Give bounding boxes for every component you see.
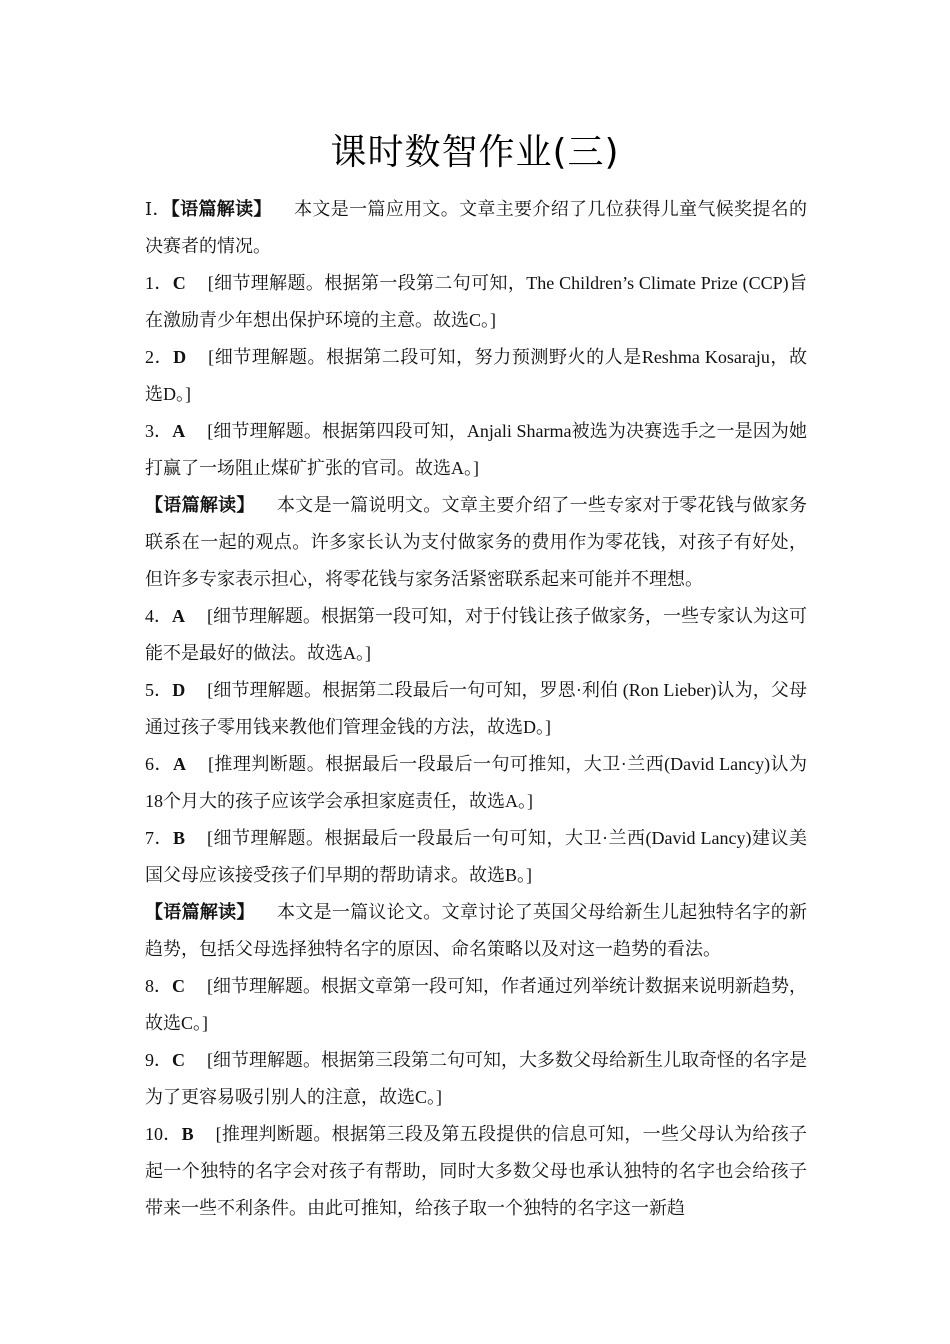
answer-letter: A (172, 754, 186, 774)
explanation: [细节理解题。根据第一段可知，对于付钱让孩子做家务，一些专家认为这可能不是最好的做法。故选A。] (145, 606, 807, 663)
intro-text: 本文是一篇说明文。文章主要介绍了一些专家对于零花钱与做家务联系在一起的观点。许多家长认为支付做家务的费用作为零花钱，对孩子有好处，但许多专家表示担心，将零花钱与家务活紧密联系起来可能并不理想。 (145, 495, 808, 589)
question-number: 4． (145, 606, 172, 626)
explanation: [细节理解题。根据最后一段最后一句可知，大卫·兰西(David Lancy)建议美国父母应该接受孩子们早期的帮助请求。故选B。] (145, 828, 808, 885)
answer-letter: A (172, 606, 185, 626)
answer-letter: C (172, 273, 186, 293)
question-number: 2． (145, 347, 174, 367)
answer-item (145, 746, 807, 820)
page-title: 课时数智作业(三) (330, 132, 620, 173)
intro-text: 本文是一篇议论文。文章讨论了英国父母给新生儿起独特名字的新趋势，包括父母选择独特名字的原因、命名策略以及对这一趋势的看法。 (145, 902, 808, 959)
answer-item (145, 265, 807, 339)
answer-letter: D (173, 347, 187, 367)
passage-intro-1 (145, 191, 807, 265)
answer-item (145, 1116, 807, 1227)
question-number: 5． (145, 680, 173, 700)
explanation: [细节理解题。根据文章第一段可知，作者通过列举统计数据来说明新趋势，故选C。] (145, 976, 807, 1033)
question-number: 3． (145, 421, 173, 441)
explanation: [细节理解题。根据第一段第二句可知，The Children’s Climate Prize (CCP)旨在激励青少年想出保护环境的主意。故选C。] (145, 273, 808, 330)
reading-label: 【语篇解读】 (145, 495, 255, 515)
question-number: 10． (145, 1124, 182, 1144)
explanation: [细节理解题。根据第四段可知，Anjali Sharma被选为决赛选手之一是因为她打赢了一场阻止煤矿扩张的官司。故选A。] (145, 421, 808, 478)
explanation: [细节理解题。根据第二段可知，努力预测野火的人是Reshma Kosaraju，故选D。] (145, 347, 807, 404)
answer-letter: C (172, 976, 185, 996)
reading-label: 【语篇解读】 (170, 199, 272, 219)
answer-body (145, 191, 807, 1227)
answer-item (145, 820, 807, 894)
question-number: 6． (145, 754, 173, 774)
answer-letter: A (172, 421, 186, 441)
answer-letter: D (172, 680, 186, 700)
intro-text: 本文是一篇应用文。文章主要介绍了几位获得儿童气候奖提名的决赛者的情况。 (145, 199, 807, 256)
answer-letter: C (172, 1050, 185, 1070)
explanation: [推理判断题。根据第三段及第五段提供的信息可知，一些父母认为给孩子起一个独特的名字会对孩子有帮助，同时大多数父母也承认独特的名字也会给孩子带来一些不利条件。由此可推知，给孩子取一个独特的名字这一新趋 (145, 1124, 807, 1218)
answer-item (145, 1042, 807, 1116)
explanation: [细节理解题。根据第二段最后一句可知，罗恩·利伯 (Ron Lieber)认为，父母通过孩子零用钱来教他们管理金钱的方法，故选D。] (145, 680, 807, 737)
question-number: 1． (145, 273, 173, 293)
answer-item (145, 968, 807, 1042)
section-prefix: Ⅰ． (145, 199, 171, 219)
answer-item (145, 598, 807, 672)
question-number: 9． (145, 1050, 172, 1070)
answer-item (145, 339, 807, 413)
reading-label: 【语篇解读】 (145, 902, 255, 922)
question-number: 7． (145, 828, 174, 848)
answer-item (145, 413, 807, 487)
passage-intro-2 (145, 487, 807, 598)
answer-letter: B (173, 828, 186, 848)
explanation: [推理判断题。根据最后一段最后一句可推知，大卫·兰西(David Lancy)认为18个月大的孩子应该学会承担家庭责任，故选A。] (145, 754, 808, 811)
explanation: [细节理解题。根据第三段第二句可知，大多数父母给新生儿取奇怪的名字是为了更容易吸引别人的注意，故选C。] (145, 1050, 807, 1107)
passage-intro-3 (145, 894, 807, 968)
answer-letter: B (181, 1124, 194, 1144)
answer-item (145, 672, 807, 746)
question-number: 8． (145, 976, 172, 996)
